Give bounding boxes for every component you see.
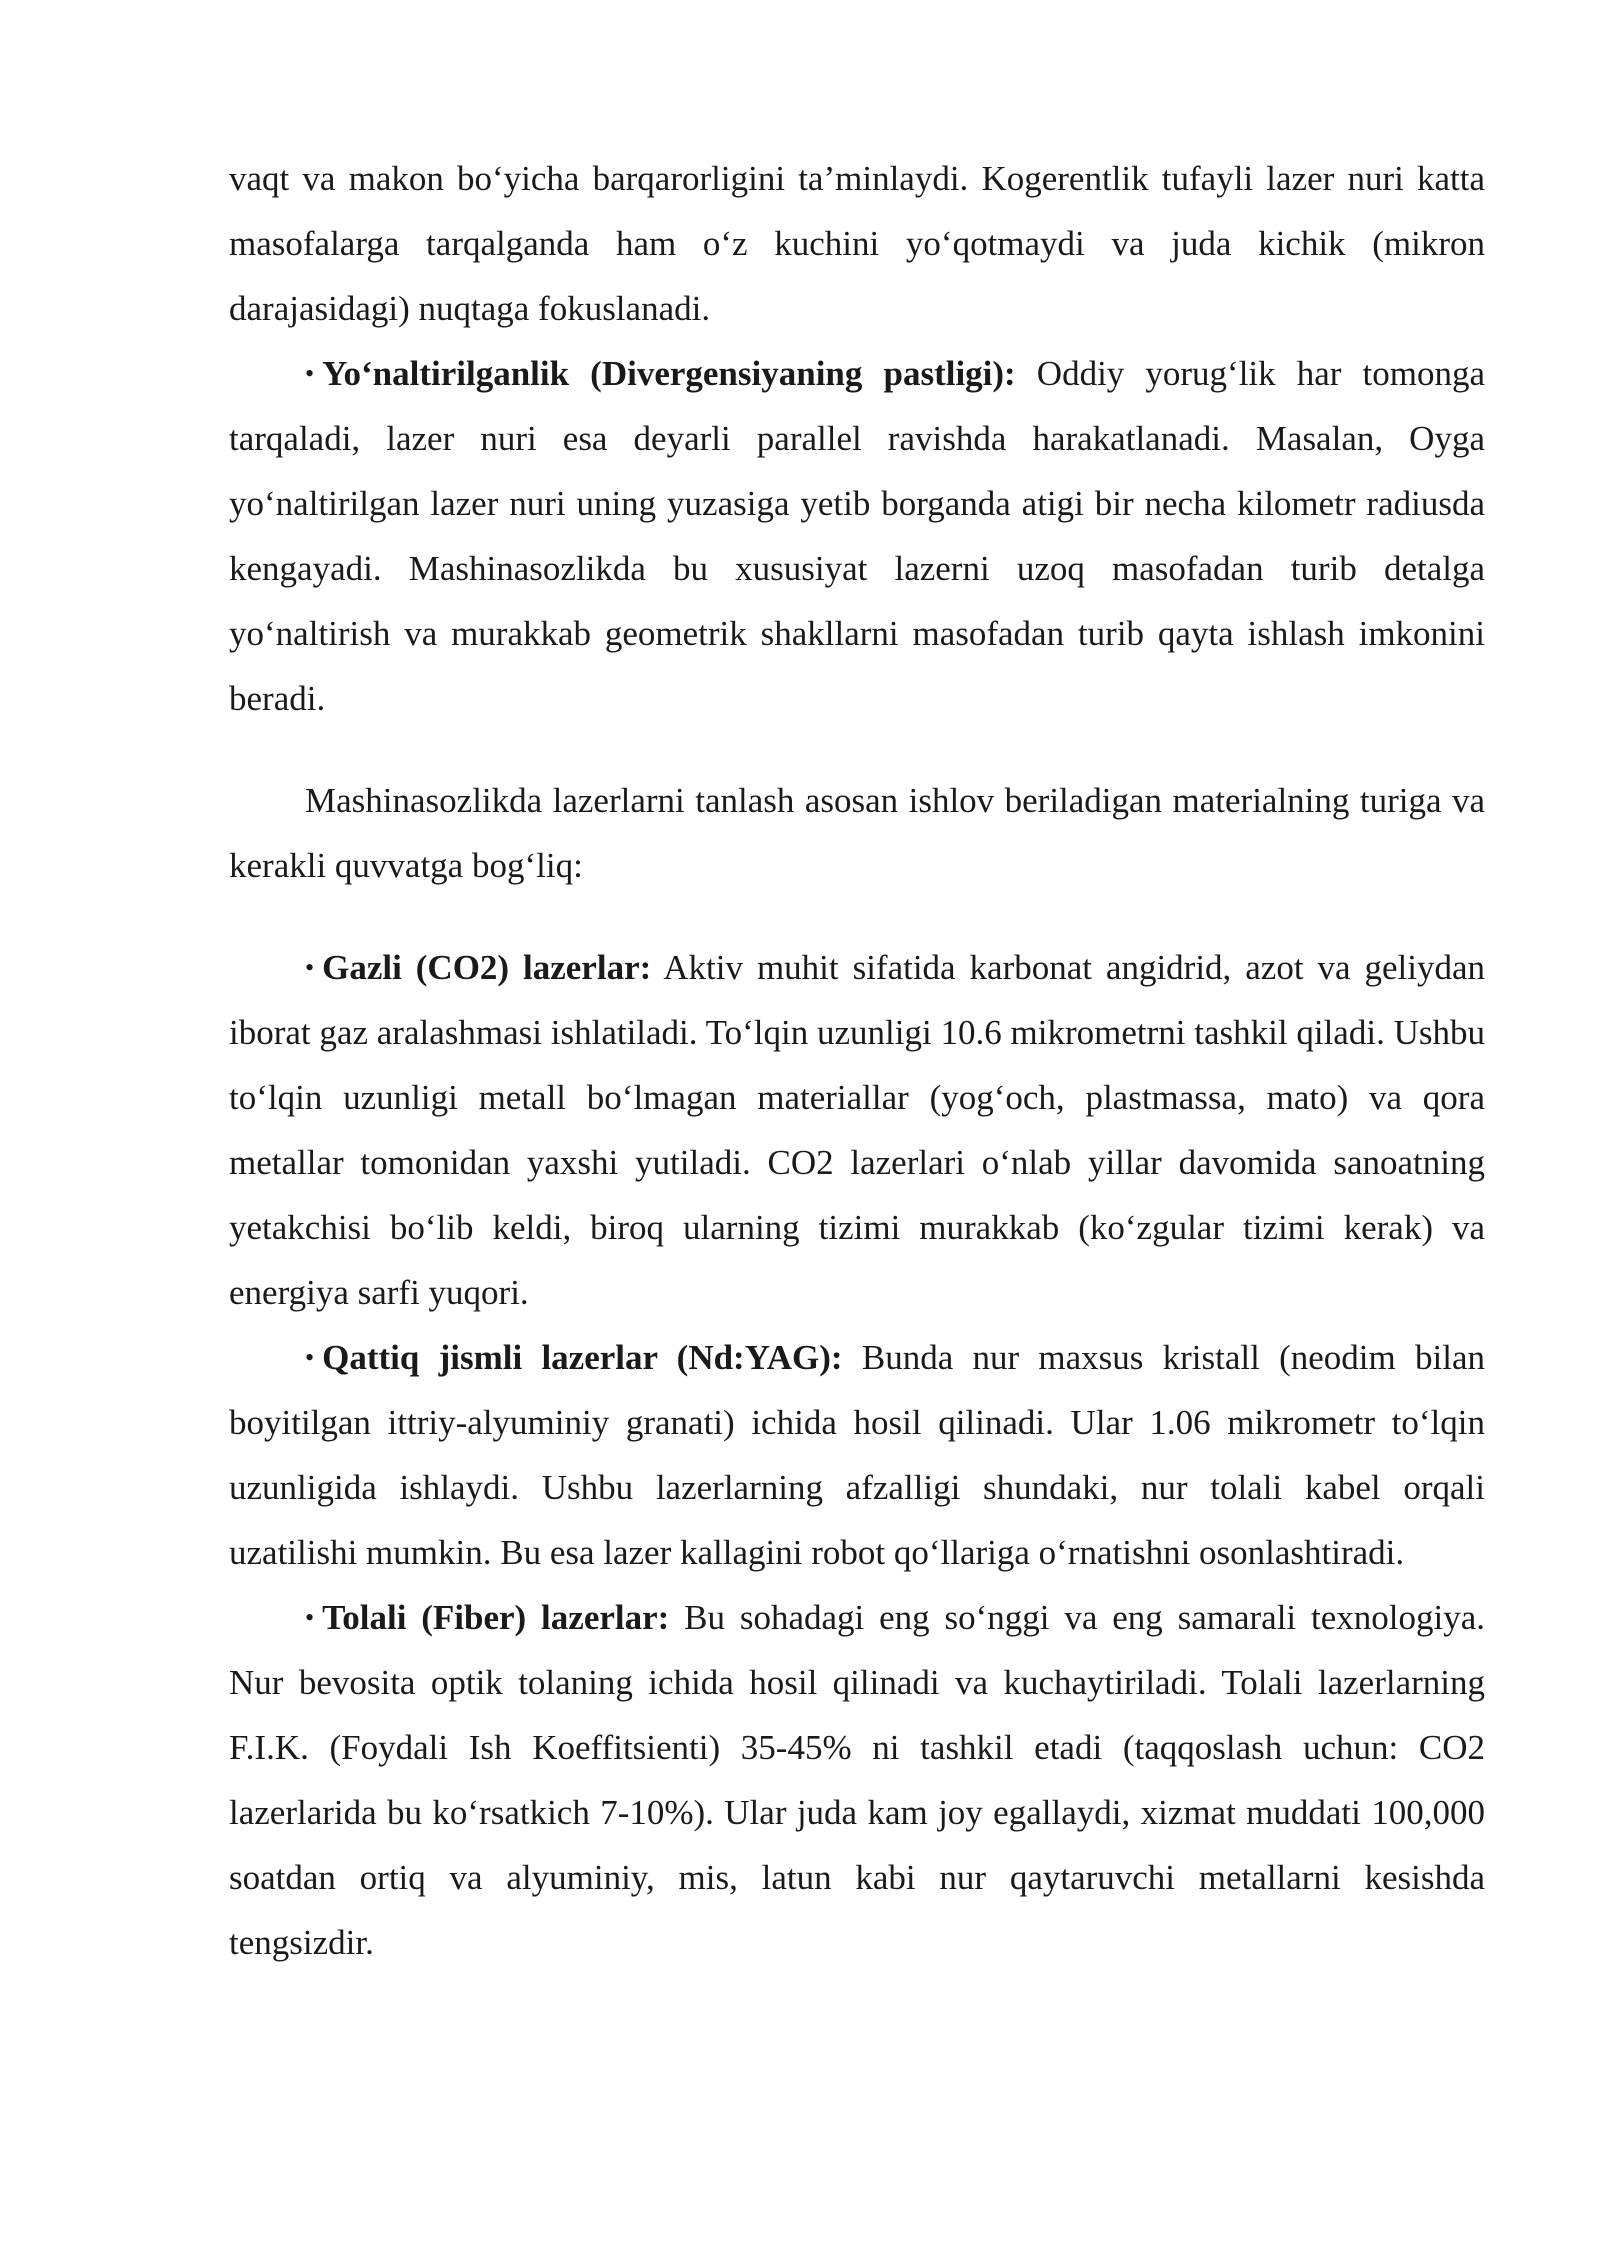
intro-paragraph: Mashinasozlikda lazerlarni tanlash asosan ishlov beriladigan materialning turiga va kerakli quvvatga bog‘liq: (229, 781, 1485, 885)
bullet-dot-icon: • (305, 1603, 315, 1632)
bullet-solid-state-lasers (229, 1325, 1485, 1585)
bullet-text: Bu sohadagi eng so‘nggi va eng samarali texnologiya. Nur bevosita optik tolaning ichida hosil qilinadi va kuchaytiriladi. Tolali lazerlarning F.I.K. (Foydali Ish Koeffitsienti) 35-45% ni tashkil etadi (taqqoslash uchun: CO2 lazerlarida bu ko‘rsatkich 7-10%). Ular juda kam joy egallaydi, xizmat muddati 100,000 soatdan ortiq va alyuminiy, mis, latun kabi nur qaytaruvchi metallarni kesishda tengsizdir. (229, 1598, 1485, 1962)
paragraph-spacer (229, 731, 1485, 768)
bullet-co2-lasers (229, 935, 1485, 1325)
bullet-term: Gazli (CO2) lazerlar: (322, 948, 652, 987)
bullet-text: Bunda nur maxsus kristall (neodim bilan boyitilgan ittriy-alyuminiy granati) ichida hosil qilinadi. Ular 1.06 mikrometr to‘lqin uzunligida ishlaydi. Ushbu lazerlarning afzalligi shundaki, nur tolali kabel orqali uzatilishi mumkin. Bu esa lazer kallagini robot qo‘llariga o‘rnatishni osonlashtiradi. (229, 1338, 1485, 1572)
bullet-term: Tolali (Fiber) lazerlar: (322, 1598, 670, 1637)
bullet-term: Qattiq jismli lazerlar (Nd:YAG): (322, 1338, 843, 1377)
bullet-dot-icon: • (305, 359, 315, 388)
document-page (229, 146, 1485, 1975)
bullet-dot-icon: • (305, 953, 315, 982)
bullet-term: Yo‘naltirilganlik (Divergensiyaning pastligi): (322, 354, 1016, 393)
opening-paragraph: vaqt va makon bo‘yicha barqarorligini ta’minlaydi. Kogerentlik tufayli lazer nuri katta masofalarga tarqalganda ham o‘z kuchini yo‘qotmaydi va juda kichik (mikron darajasidagi) nuqtaga fokuslanadi. (229, 159, 1485, 328)
bullet-text: Oddiy yorug‘lik har tomonga tarqaladi, lazer nuri esa deyarli parallel ravishda harakatlanadi. Masalan, Oyga yo‘naltirilgan lazer nuri uning yuzasiga yetib borganda atigi bir necha kilometr radiusda kengayadi. Mashinasozlikda bu xususiyat lazerni uzoq masofadan turib detalga yo‘naltirish va murakkab geometrik shakllarni masofadan turib qayta ishlash imkonini beradi. (229, 354, 1485, 718)
bullet-dot-icon: • (305, 1343, 315, 1372)
bullet-text: Aktiv muhit sifatida karbonat angidrid, azot va geliydan iborat gaz aralashmasi ishlatiladi. To‘lqin uzunligi 10.6 mikrometrni tashkil qiladi. Ushbu to‘lqin uzunligi metall bo‘lmagan materiallar (yog‘och, plastmassa, mato) va qora metallar tomonidan yaxshi yutiladi. CO2 lazerlari o‘nlab yillar davomida sanoatning yetakchisi bo‘lib keldi, biroq ularning tizimi murakkab (ko‘zgular tizimi kerak) va energiya sarfi yuqori. (229, 948, 1485, 1312)
bullet-directionality (229, 341, 1485, 731)
bullet-fiber-lasers (229, 1585, 1485, 1975)
paragraph-spacer (229, 898, 1485, 935)
